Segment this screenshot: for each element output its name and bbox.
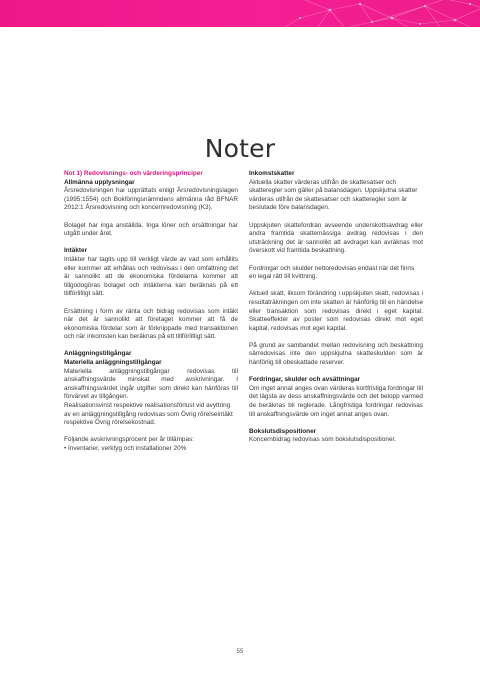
note-heading: Not 1) Redovisnings- och värderingsprinciper (64, 170, 203, 177)
staff-text: Bolaget har inga anställda. Inga löner och ersättningar har utgått under året. (64, 221, 238, 238)
left-column (64, 170, 238, 462)
income-text: Intäkter har tagits upp till verkligt värde av vad som erhållits eller kommer att erhållas och redovisas i den omfattning det är sannolikt att de ekonomiska fördelarna kommer att tillgodogöras bolaget och intäkterna kan beräknas på ett tillförlitligt sätt. (64, 255, 238, 298)
tangible-text: Materiella anläggningstillgångar redovisas till anskaffningsvärde minskat med avskrivningar. I anskaffningsvärdet ingår utgifter som direkt kan hänföras till förvärvet av tillgången. (64, 367, 238, 401)
right-column (249, 170, 423, 454)
fixed-assets-heading: Anläggningstillgångar (64, 350, 132, 358)
general-text: Årsredovisningen har upprättats enligt Årsredovisningslagen (1995:1554) och Bokföringsnämndens allmänna råd BFNAR 2012:1 Årsredovisning och koncernredovisning (K3). (64, 187, 238, 212)
tangible-heading: Materiella anläggningstillgångar (64, 359, 162, 367)
depreciation-intro: Följande avskrivningsprocent per år tillämpas: (64, 436, 195, 444)
income-tax-text: Aktuella skatter värderas utifrån de skattesatser och skatteregler som gäller på balansdagen. Uppskjutna skatter värderas utifrån de skattesatser och skatteregler som är beslutade före balansdagen. (249, 178, 418, 212)
receivables-heading: Fordringar, skulder och avsättningar (249, 376, 361, 384)
income-tax-heading: Inkomstskatter (249, 170, 295, 177)
page-title: Noter (204, 133, 276, 163)
realisation-text: Realisationsvinst respektive realisationsförlust vid avyttring av en anläggningstillgång redovisas som Övrig rörelseintäkt respektive Övrig rörelsekostnad. (64, 402, 233, 427)
untaxed-text: På grund av sambandet mellan redovisning och beskattning särredovisas inte den uppskjutna skatteskulden som är hänförlig till obeskattade reserver. (249, 341, 423, 367)
general-heading: Allmänna upplysningar (64, 178, 135, 186)
closing-heading: Bokslutsdispositioner (249, 427, 317, 435)
depreciation-item: • Inventarier, verktyg och installationer 20% (64, 445, 187, 452)
compensation-text: Ersättning i form av ränta och bidrag redovisas som intäkt när det är sannolikt att företaget kommer att få de ekonomiska fördelar som är förknippade med transaktionen och när inkomsten kan beräknas på ett tillförlitligt sätt. (64, 307, 238, 341)
deferred-tax-text: Uppskjuten skattefordran avseende underskottsavdrag eller andra framtida skattemässiga avdrag redovisas i den utsträckning det är sannolikt att avdraget kan avräknas mot överskott vid framtida beskattning. (249, 221, 423, 255)
closing-text: Koncernbidrag redovisas som bokslutsdispositioner. (249, 436, 397, 444)
page-number: 55 (236, 649, 244, 655)
net-text: Fordringar och skulder nettoredovisas endast när det finns en legal rätt till kvittning. (249, 264, 415, 281)
header-banner (0, 0, 480, 27)
receivables-text: Om inget annat anges ovan värderas kortfristiga fordringar till det lägsta av dess anskaffningsvärde och det belopp varmed de beräknas bli reglerade. Långfristiga fordringar redovisas till anskaffningsvärde om inget annat anges ovan. (249, 384, 423, 418)
network-pattern-graphic (0, 0, 480, 27)
current-tax-text: Aktuell skatt, liksom förändring i uppskjuten skatt, redovisas i resultaträkningen om inte skatten är hänförlig till en händelse eller transaktion som redovisas direkt i eget kapital. Skatteeffekter av poster som redovisas direkt mot eget kapital, redovisas mot eget kapital. (249, 290, 423, 332)
income-heading: Intäkter (64, 247, 88, 255)
